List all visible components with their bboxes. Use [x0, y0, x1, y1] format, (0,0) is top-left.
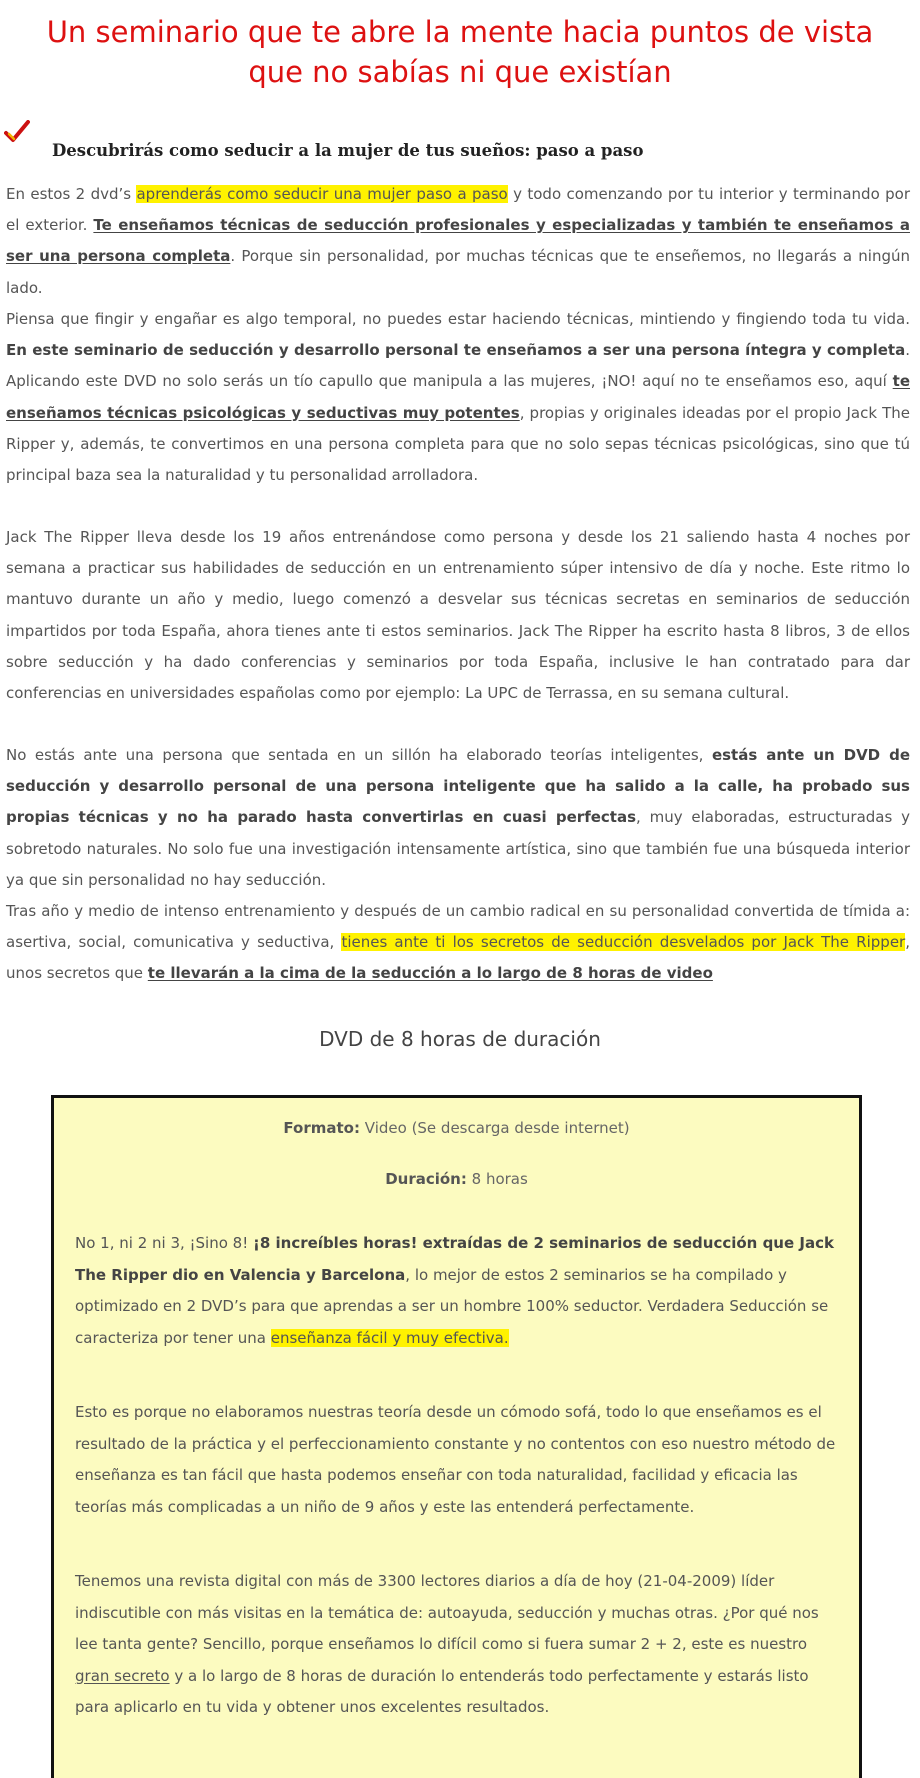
duration-value: 8 horas — [466, 1170, 528, 1188]
bold-underlined-text: te llevarán a la cima de la seducción a lo largo de 8 horas de video — [147, 964, 713, 983]
format-label: Formato: — [283, 1119, 360, 1137]
highlighted-text: aprenderás como seducir una mujer paso a paso — [136, 185, 508, 203]
underlined-text: gran secreto — [75, 1666, 170, 1685]
text: Jack The Ripper lleva desde los 19 años entrenándose como persona y desde los 21 saliendo hasta 4 noches por semana a practicar sus habilidades de seducción en un entrenamiento súper intensivo de día y noche. Este ritmo lo mantuvo durante un año y medio, luego comenzó a desvelar sus técnicas secretas en seminarios de seducción impartidos por toda España, ahora tienes ante ti estos seminarios. Jack The Ripper ha escrito hasta 8 libros, 3 de ellos sobre seducción y ha dado conferencias y seminarios por toda España, inclusive le han contratado para dar conferencias en universidades españolas como por ejemplo: La UPC de Terrassa, en su semana cultural. — [6, 528, 910, 703]
highlighted-text: tienes ante ti los secretos de seducción desvelados por Jack The Ripper — [341, 933, 906, 952]
text: Piensa que fingir y engañar es algo temporal, no puedes estar haciendo técnicas, mintiendo y fingiendo toda tu vida. — [6, 310, 910, 328]
product-info-box — [51, 1095, 862, 1778]
text: y todo comenzando por tu interior y terminando por el exterior. — [6, 185, 910, 235]
duration-line — [54, 1170, 859, 1188]
page-headline: Un seminario que te abre la mente hacia puntos de vista que no sabías ni que existían — [46, 15, 874, 89]
dvd-duration-title: DVD de 8 horas de duración — [319, 1027, 601, 1051]
paragraph-integrity — [6, 304, 910, 491]
box-paragraph-hours — [75, 1228, 837, 1354]
bold-underlined-text: Te enseñamos técnicas de seducción profesionales y especializadas y también te enseñamos a ser una persona completa — [6, 216, 910, 266]
text: , lo mejor de estos 2 seminarios se ha compilado y optimizado en 2 DVD’s para que aprendas a ser un hombre 100% seductor. Verdadera Seducción se caracteriza por tener una — [75, 1265, 829, 1347]
paragraph-author-bio — [6, 522, 910, 709]
text: Tras año y medio de intenso entrenamiento y después de un cambio radical en su personalidad convertida de tímida a: asertiva, social, comunicativa y seductiva, — [6, 902, 910, 952]
format-line — [54, 1119, 859, 1137]
text: Tenemos una revista digital con más de 3300 lectores diarios a día de hoy (21-04-2009) líder indiscutible con más visitas en la temática de: autoayuda, seducción y muchas otras. ¿Por qué nos lee tanta gente? Sencillo, porque enseñamos lo difícil como si fuera sumar 2 + 2, este es nuestro — [75, 1572, 819, 1653]
text: , propias y originales ideadas por el propio Jack The Ripper y, además, te convertimos en una persona completa para que no solo sepas técnicas psicológicas, sino que tú principal baza sea la naturalidad y tu personalidad arrolladora. — [6, 403, 910, 485]
bold-text: ¡8 increíbles horas! extraídas de 2 seminarios de seducción que Jack The Ripper dio en Valencia y Barcelona — [75, 1234, 834, 1284]
text: Esto es porque no elaboramos nuestras teoría desde un cómodo sofá, todo lo que enseñamos es el resultado de la práctica y el perfeccionamiento constante y no contentos con eso nuestro método de enseñanza es tan fácil que hasta podemos enseñar con toda naturalidad, facilidad y eficacia las teorías más complicadas a un niño de 9 años y este las entenderá perfectamente. — [75, 1403, 836, 1516]
bold-text: En este seminario de seducción y desarrollo personal te enseñamos a ser una persona íntegra y completa — [6, 341, 906, 360]
highlighted-text: enseñanza fácil y muy efectiva. — [270, 1328, 509, 1347]
text: y a lo largo de 8 horas de duración lo entenderás todo perfectamente y estarás listo para aplicarlo en tu vida y obtener unos excelentes resultados. — [75, 1666, 809, 1716]
format-value: Video (Se descarga desde internet) — [360, 1119, 630, 1137]
paragraph-intro — [6, 179, 910, 304]
text: No 1, ni 2 ni 3, ¡Sino 8! — [75, 1234, 254, 1252]
text: En estos 2 dvd’s — [6, 185, 137, 203]
text: No estás ante una persona que sentada en un sillón ha elaborado teorías inteligentes, — [6, 746, 712, 764]
paragraph-secrets — [6, 896, 910, 990]
text: , muy elaboradas, estructuradas y sobretodo naturales. No solo fue una investigación intensamente artística, sino que también fue una búsqueda interior ya que sin personalidad no hay seducción. — [6, 808, 910, 889]
text: . Porque sin personalidad, por muchas técnicas que te enseñemos, no llegarás a ningún lado. — [6, 247, 910, 297]
section-subheading: Descubrirás como seducir a la mujer de tus sueños: paso a paso — [52, 141, 644, 160]
box-paragraph-practice — [75, 1397, 837, 1523]
text: . Aplicando este DVD no solo serás un tío capullo que manipula a las mujeres, ¡NO! aquí no te enseñamos eso, aquí — [6, 341, 910, 391]
checkmark-icon — [4, 120, 30, 144]
box-paragraph-magazine — [75, 1566, 837, 1724]
duration-label: Duración: — [385, 1170, 467, 1188]
paragraph-method — [6, 740, 910, 896]
bold-text: estás ante un DVD de seducción y desarrollo personal de una persona inteligente que ha salido a la calle, ha probado sus propias técnicas y no ha parado hasta convertirlas en cuasi perfectas — [6, 746, 910, 827]
text: , unos secretos que — [6, 933, 910, 983]
bold-underlined-text: te enseñamos técnicas psicológicas y seductivas muy potentes — [6, 372, 910, 422]
